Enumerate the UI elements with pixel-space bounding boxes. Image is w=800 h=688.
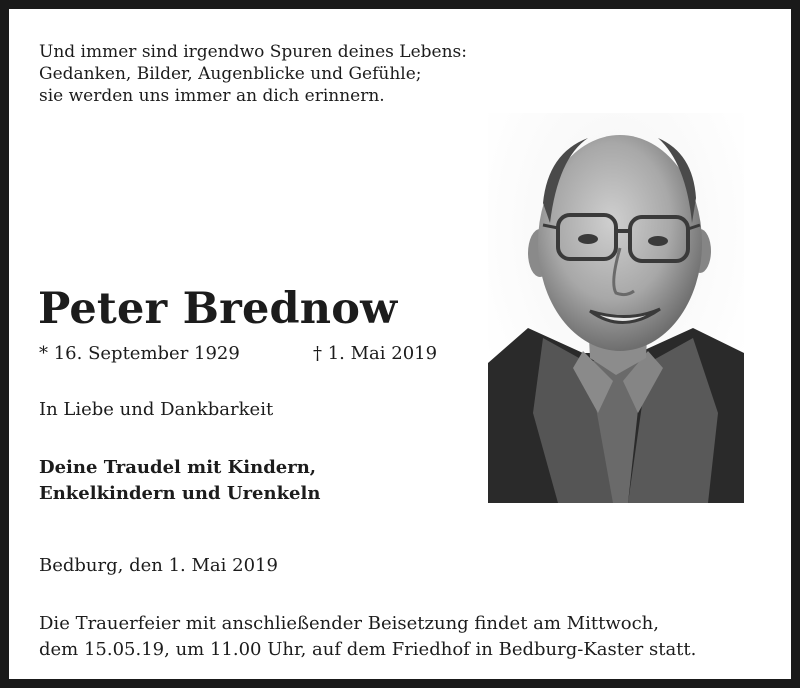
death-date: † 1. Mai 2019 bbox=[313, 343, 438, 364]
family-line: Enkelkindern und Urenkeln bbox=[39, 483, 321, 504]
place-date: Bedburg, den 1. Mai 2019 bbox=[39, 555, 278, 576]
ceremony-line: dem 15.05.19, um 11.00 Uhr, auf dem Friedhof in Bedburg-Kaster statt. bbox=[39, 639, 697, 660]
poem-line: Und immer sind irgendwo Spuren deines Lebens: bbox=[39, 42, 467, 62]
birth-date: * 16. September 1929 bbox=[39, 343, 240, 364]
poem-line: Gedanken, Bilder, Augenblicke und Gefühle; bbox=[39, 64, 422, 84]
ceremony-info bbox=[39, 611, 696, 663]
memorial-poem bbox=[39, 41, 467, 107]
family-signature bbox=[39, 455, 320, 507]
poem-line: sie werden uns immer an dich erinnern. bbox=[39, 86, 385, 106]
thanks-line: In Liebe und Dankbarkeit bbox=[39, 399, 274, 420]
ceremony-line: Die Trauerfeier mit anschließender Beisetzung findet am Mittwoch, bbox=[39, 613, 659, 634]
family-line: Deine Traudel mit Kindern, bbox=[39, 457, 317, 478]
portrait-photo bbox=[488, 113, 744, 503]
deceased-name: Peter Brednow bbox=[38, 284, 398, 334]
